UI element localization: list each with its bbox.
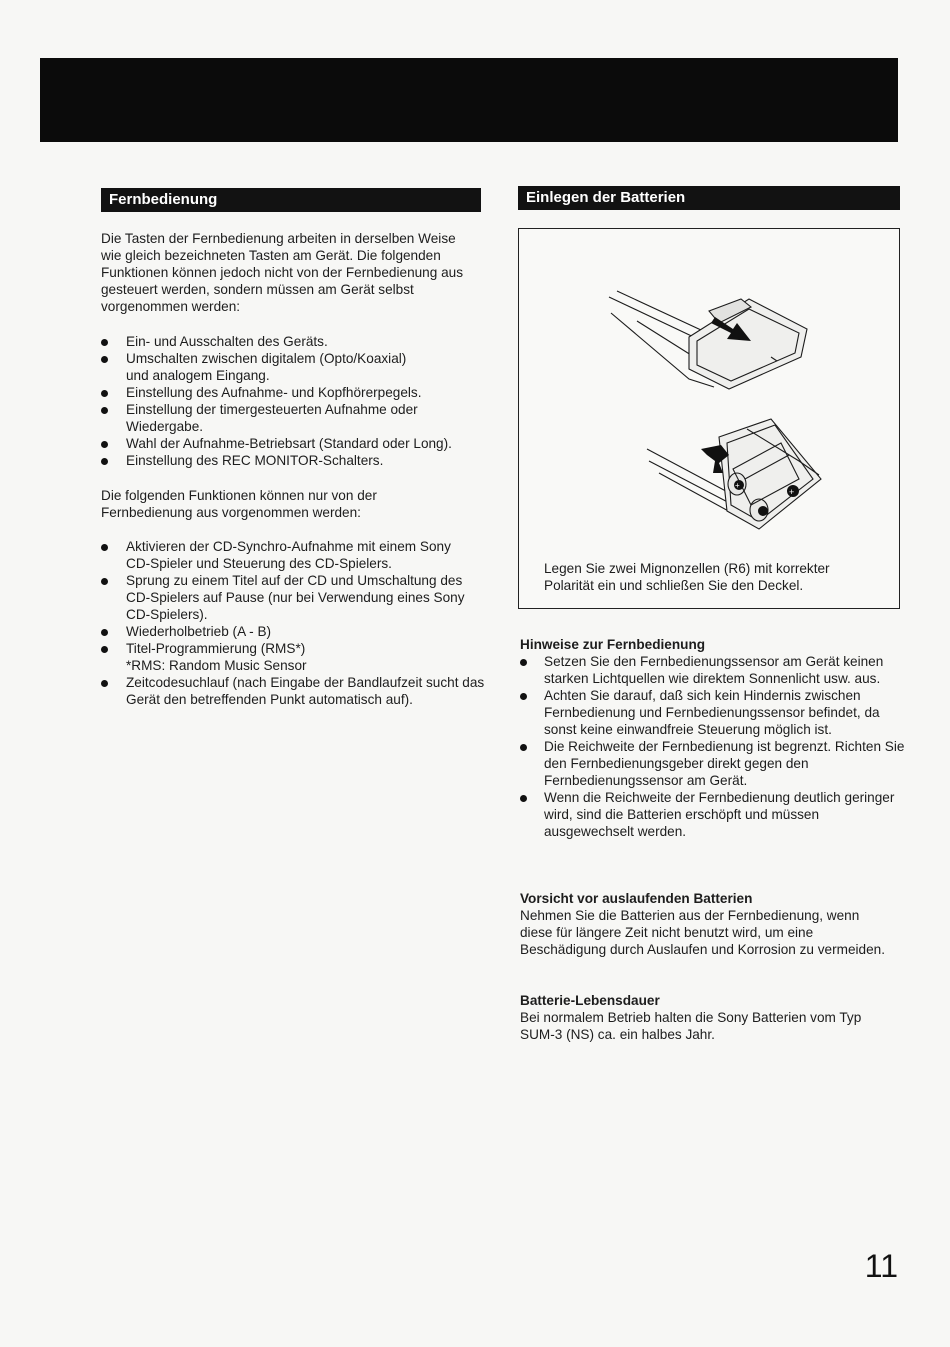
rms-footnote: *RMS: Random Music Sensor	[126, 658, 307, 673]
list-item: Die Reichweite der Fernbedienung ist begrenzt. Richten Sie den Fernbedienungsgeber direkt gegen den Fernbedienungssensor am Gerät.	[520, 738, 906, 789]
device-only-functions-list	[101, 333, 481, 469]
list-item: Sprung zu einem Titel auf der CD und Umschaltung des CD-Spielers auf Pause (nur bei Verwendung eines Sony CD-Spielers).	[101, 572, 481, 623]
battery-life-text: Bei normalem Betrieb halten die Sony Batterien vom Typ SUM-3 (NS) ca. ein halbes Jahr.	[520, 1010, 862, 1042]
battery-insertion-illustration	[519, 229, 899, 549]
list-item: Ein- und Ausschalten des Geräts.	[101, 333, 481, 350]
list-item: Zeitcodesuchlauf (nach Eingabe der Bandlaufzeit sucht das Gerät den betreffenden Punkt automatisch auf).	[101, 674, 486, 708]
list-item: Setzen Sie den Fernbedienungssensor am Gerät keinen starken Lichtquellen wie direktem Sonnenlicht usw. aus.	[520, 653, 884, 687]
list-item: Umschalten zwischen digitalem (Opto/Koaxial) und analogem Eingang.	[101, 350, 426, 384]
hints-list	[520, 653, 905, 840]
list-item: Einstellung der timergesteuerten Aufnahme oder Wiedergabe.	[101, 401, 446, 435]
header-black-bar	[40, 58, 898, 142]
list-item	[101, 640, 486, 674]
list-item: Wenn die Reichweite der Fernbedienung deutlich geringer wird, sind die Batterien erschöpft und müssen ausgewechselt werden.	[520, 789, 896, 840]
list-item: Einstellung des REC MONITOR-Schalters.	[101, 452, 481, 469]
intro-paragraph: Die Tasten der Fernbedienung arbeiten in derselben Weise wie gleich bezeichneten Tasten am Gerät. Die folgenden Funktionen können jedoch nicht von der Fernbedienung aus gesteuert werden, sondern müssen am Gerät selbst vorgenommen werden:	[101, 231, 463, 314]
caution-heading: Vorsicht vor auslaufenden Batterien	[520, 891, 753, 906]
svg-text:+: +	[735, 481, 740, 490]
list-item: Wiederholbetrieb (A - B)	[101, 623, 486, 640]
list-item: Aktivieren der CD-Synchro-Aufnahme mit einem Sony CD-Spieler und Steuerung des CD-Spielers.	[101, 538, 471, 572]
remote-only-intro: Die folgenden Funktionen können nur von der Fernbedienung aus vorgenommen werden:	[101, 488, 377, 520]
list-item: Achten Sie darauf, daß sich kein Hindernis zwischen Fernbedienung und Fernbedienungssensor befindet, da sonst keine einwandfreie Steuerung möglich ist.	[520, 687, 904, 738]
remote-only-functions-list	[101, 538, 486, 708]
svg-text:+: +	[789, 487, 795, 497]
battery-caption: Legen Sie zwei Mignonzellen (R6) mit korrekter Polarität ein und schließen Sie den Deckel.	[544, 561, 830, 593]
rms-item-label: Titel-Programmierung (RMS*)	[126, 641, 306, 656]
caution-text: Nehmen Sie die Batterien aus der Fernbedienung, wenn diese für längere Zeit nicht benutzt wird, um eine Beschädigung durch Auslaufen und Korrosion zu vermeiden.	[520, 908, 885, 957]
section-title-fernbedienung: Fernbedienung	[101, 188, 481, 212]
battery-illustration-box	[518, 228, 900, 609]
list-item: Einstellung des Aufnahme- und Kopfhörerpegels.	[101, 384, 481, 401]
list-item: Wahl der Aufnahme-Betriebsart (Standard oder Long).	[101, 435, 481, 452]
battery-life-heading: Batterie-Lebensdauer	[520, 993, 660, 1008]
section-title-batterien: Einlegen der Batterien	[518, 186, 900, 210]
hints-heading: Hinweise zur Fernbedienung	[520, 637, 706, 652]
page-number: 11	[864, 1248, 898, 1284]
